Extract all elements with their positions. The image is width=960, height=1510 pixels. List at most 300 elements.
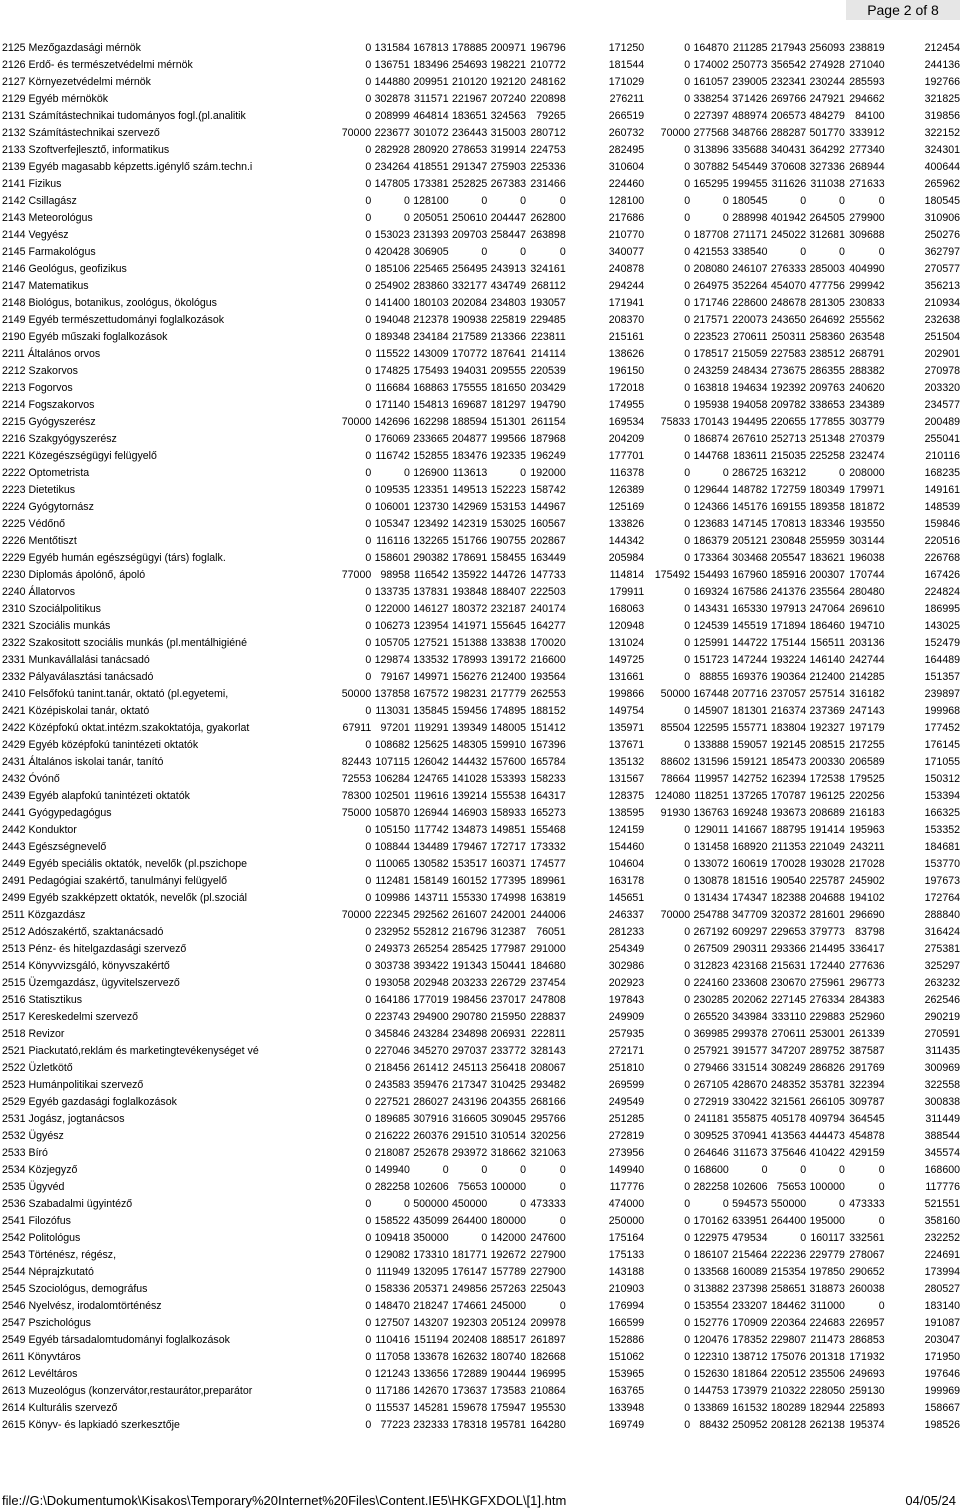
value-cell: 173979: [732, 1385, 768, 1397]
table-row: [0, 669, 960, 686]
occupation-name: 2214 Fogszakorvos: [2, 399, 95, 411]
value-cell: 175555: [451, 382, 488, 394]
value-cell: 0: [684, 1164, 691, 1176]
value-cell: 303779: [849, 416, 885, 428]
value-cell: 227145: [770, 994, 807, 1006]
value-cell: 181301: [732, 705, 768, 717]
occupation-name: 2331 Munkaváll​alási tanácsadó: [2, 654, 150, 666]
value-cell: 198526: [924, 1419, 960, 1431]
value-cell: 230833: [849, 297, 885, 309]
value-cell: 160567: [530, 518, 566, 530]
value-cell: 151388: [451, 637, 488, 649]
occupation-name: 2546 Nyelvész, irodalomtörténész: [2, 1300, 162, 1312]
value-cell: 143431: [693, 603, 729, 615]
value-cell: 268791: [849, 348, 885, 360]
value-cell: 335688: [732, 144, 768, 156]
occupation-name: 2322 Szakositott szociális munkás (pl.mentálhigiéné: [2, 637, 247, 649]
value-cell: 145176: [732, 501, 768, 513]
value-cell: 50000: [660, 688, 691, 700]
value-cell: 199455: [732, 178, 768, 190]
value-cell: 134489: [413, 841, 449, 853]
occupation-name: 2147 Matematikus: [2, 280, 89, 292]
value-cell: 162394: [770, 773, 807, 785]
value-cell: 229653: [770, 926, 807, 938]
value-cell: 175076: [770, 1351, 807, 1363]
occupation-name: 2431 Általános iskolai tanár, tanító: [2, 756, 164, 768]
value-cell: 139172: [490, 654, 526, 666]
occupation-name: 2146 Geológus, geofizikus: [2, 263, 127, 275]
value-cell: 352264: [732, 280, 768, 292]
value-cell: 0: [684, 1045, 691, 1057]
value-cell: 191087: [924, 1317, 960, 1329]
value-cell: 0: [684, 875, 691, 887]
value-cell: 269766: [770, 93, 807, 105]
value-cell: 180740: [490, 1351, 526, 1363]
value-cell: 313896: [693, 144, 729, 156]
value-cell: 122310: [693, 1351, 729, 1363]
value-cell: 338653: [809, 399, 845, 411]
table-row: [0, 1247, 960, 1264]
value-cell: 160371: [490, 858, 526, 870]
value-cell: 454070: [770, 280, 807, 292]
value-cell: 0: [684, 348, 691, 360]
value-cell: 241181: [694, 1113, 729, 1125]
value-cell: 206931: [490, 1028, 526, 1040]
value-cell: 0: [365, 1045, 372, 1057]
table-row: [0, 703, 960, 720]
occupation-name: 2531 Jogász, jogtanácsos: [2, 1113, 125, 1125]
value-cell: 244136: [924, 59, 960, 71]
value-cell: 210120: [451, 76, 488, 88]
value-cell: 180000: [490, 1215, 526, 1227]
value-cell: 215631: [770, 960, 807, 972]
value-cell: 312387: [490, 926, 526, 938]
value-cell: 203233: [451, 977, 488, 989]
value-cell: 231466: [530, 178, 566, 190]
value-cell: 220073: [732, 314, 768, 326]
value-cell: 356213: [924, 280, 960, 292]
value-cell: 488974: [732, 110, 768, 122]
value-cell: 91930: [660, 807, 691, 819]
value-cell: 243259: [693, 365, 729, 377]
occupation-name: 2522 Üzletkötő: [2, 1062, 73, 1074]
value-cell: 119616: [414, 790, 449, 802]
value-cell: 242001: [490, 909, 526, 921]
value-cell: 197646: [924, 1368, 960, 1380]
value-cell: 0: [365, 1402, 372, 1414]
value-cell: 0: [365, 433, 372, 445]
value-cell: 151062: [608, 1351, 645, 1363]
value-cell: 0: [684, 178, 691, 190]
table-row: [0, 448, 960, 465]
value-cell: 248434: [732, 365, 768, 377]
value-cell: 133888: [693, 739, 729, 751]
value-cell: 116684: [375, 382, 410, 394]
value-cell: 217028: [849, 858, 885, 870]
value-cell: 310425: [490, 1079, 526, 1091]
value-cell: 318662: [490, 1147, 526, 1159]
value-cell: 279466: [693, 1062, 729, 1074]
value-cell: 149971: [413, 671, 449, 683]
value-cell: 133678: [413, 1351, 449, 1363]
value-cell: 251810: [608, 1062, 645, 1074]
value-cell: 0: [684, 518, 691, 530]
value-cell: 257263: [490, 1283, 526, 1295]
value-cell: 254349: [608, 943, 645, 955]
value-cell: 130582: [413, 858, 449, 870]
occupation-name: 2225 Védőnő: [2, 518, 66, 530]
value-cell: 240174: [530, 603, 566, 615]
value-cell: 173332: [530, 841, 566, 853]
value-cell: 0: [684, 1385, 691, 1397]
value-cell: 98958: [380, 569, 410, 581]
value-cell: 264400: [451, 1215, 488, 1227]
value-cell: 146127: [413, 603, 449, 615]
value-cell: 0: [722, 467, 729, 479]
value-cell: 0: [365, 1130, 372, 1142]
value-cell: 232638: [924, 314, 960, 326]
value-cell: 387587: [849, 1045, 885, 1057]
table-row: [0, 1111, 960, 1128]
value-cell: 247064: [809, 603, 845, 615]
value-cell: 193564: [530, 671, 566, 683]
table-row: [0, 1400, 960, 1417]
value-cell: 0: [684, 586, 691, 598]
value-cell: 142969: [451, 501, 488, 513]
value-cell: 171140: [375, 399, 410, 411]
value-cell: 235506: [809, 1368, 845, 1380]
value-cell: 159057: [732, 739, 768, 751]
value-cell: 211473: [810, 1334, 845, 1346]
value-cell: 215464: [732, 1249, 768, 1261]
value-cell: 141667: [732, 824, 768, 836]
value-cell: 0: [722, 195, 729, 207]
value-cell: 158601: [374, 552, 410, 564]
value-cell: 175492: [654, 569, 691, 581]
value-cell: 0: [559, 1300, 566, 1312]
value-cell: 0: [684, 229, 691, 241]
value-cell: 0: [684, 620, 691, 632]
value-cell: 286725: [732, 467, 768, 479]
table-row: [0, 329, 960, 346]
value-cell: 148005: [490, 722, 526, 734]
value-cell: 144726: [490, 569, 526, 581]
value-cell: 0: [684, 280, 691, 292]
value-cell: 179525: [849, 773, 885, 785]
value-cell: 0: [838, 246, 845, 258]
value-cell: 223523: [693, 331, 729, 343]
value-cell: 209763: [809, 382, 845, 394]
value-cell: 187641: [490, 348, 526, 360]
occupation-name: 2491 Pedagógiai szakértő, tanulmányi felügyelő: [2, 875, 227, 887]
value-cell: 276334: [809, 994, 845, 1006]
value-cell: 230670: [770, 977, 807, 989]
value-cell: 428670: [732, 1079, 768, 1091]
value-cell: 172440: [809, 960, 845, 972]
value-cell: 141028: [451, 773, 488, 785]
value-cell: 148470: [374, 1300, 410, 1312]
value-cell: 343984: [732, 1011, 768, 1023]
value-cell: 180289: [770, 1402, 807, 1414]
occupation-name: 2517 Kereskedelmi szervező: [2, 1011, 139, 1023]
value-cell: 248678: [770, 297, 807, 309]
value-cell: 0: [684, 671, 691, 683]
table-row: [0, 363, 960, 380]
value-cell: 151412: [530, 722, 566, 734]
value-cell: 174577: [530, 858, 566, 870]
table-row: [0, 210, 960, 227]
value-cell: 0: [684, 212, 691, 224]
value-cell: 311571: [414, 93, 449, 105]
value-cell: 163819: [530, 892, 566, 904]
value-cell: 196150: [608, 365, 645, 377]
value-cell: 133948: [608, 1402, 645, 1414]
value-cell: 261154: [531, 416, 566, 428]
value-cell: 307882: [693, 161, 729, 173]
value-cell: 173364: [693, 552, 729, 564]
table-row: [0, 295, 960, 312]
value-cell: 215059: [732, 348, 768, 360]
value-cell: 282258: [374, 1181, 410, 1193]
value-cell: 174998: [490, 892, 526, 904]
value-cell: 255562: [849, 314, 885, 326]
value-cell: 126042: [413, 756, 449, 768]
value-cell: 170020: [530, 637, 566, 649]
value-cell: 353781: [809, 1079, 845, 1091]
value-cell: 133826: [608, 518, 645, 530]
value-cell: 234898: [451, 1028, 488, 1040]
value-cell: 264400: [770, 1215, 807, 1227]
value-cell: 139349: [451, 722, 488, 734]
value-cell: 113613: [452, 467, 488, 479]
value-cell: 275381: [924, 943, 960, 955]
value-cell: 270611: [771, 1028, 807, 1040]
table-row: [0, 1349, 960, 1366]
value-cell: 301072: [413, 127, 449, 139]
value-cell: 356542: [770, 59, 807, 71]
value-cell: 0: [365, 348, 372, 360]
value-cell: 194710: [849, 620, 885, 632]
value-cell: 232333: [413, 1419, 449, 1431]
value-cell: 249373: [374, 943, 410, 955]
value-cell: 210934: [924, 297, 960, 309]
value-cell: 120476: [693, 1334, 729, 1346]
value-cell: 138595: [608, 807, 645, 819]
value-cell: 194031: [451, 365, 488, 377]
table-row: [0, 125, 960, 142]
value-cell: 241376: [770, 586, 807, 598]
value-cell: 168063: [608, 603, 645, 615]
table-row: [0, 992, 960, 1009]
value-cell: 117058: [375, 1351, 410, 1363]
value-cell: 158933: [490, 807, 526, 819]
table-row: [0, 720, 960, 737]
occupation-name: 2439 Egyéb alapfokú tanintézeti oktatók: [2, 790, 190, 802]
value-cell: 251348: [809, 433, 845, 445]
value-cell: 285425: [451, 943, 488, 955]
value-cell: 202084: [451, 297, 488, 309]
value-cell: 232187: [490, 603, 526, 615]
value-cell: 159846: [924, 518, 960, 530]
value-cell: 0: [722, 212, 729, 224]
value-cell: 273675: [770, 365, 807, 377]
value-cell: 166599: [608, 1317, 645, 1329]
value-cell: 125169: [608, 501, 645, 513]
value-cell: 133838: [490, 637, 526, 649]
value-cell: 0: [684, 1079, 691, 1091]
value-cell: 322152: [924, 127, 960, 139]
value-cell: 269599: [608, 1079, 645, 1091]
value-cell: 0: [800, 1232, 807, 1244]
value-cell: 79167: [380, 671, 410, 683]
value-cell: 143711: [414, 892, 449, 904]
value-cell: 116742: [375, 450, 410, 462]
value-cell: 143207: [413, 1317, 449, 1329]
value-cell: 145281: [413, 1402, 449, 1414]
value-cell: 208000: [849, 467, 885, 479]
value-cell: 199566: [490, 433, 526, 445]
value-cell: 192000: [530, 467, 566, 479]
value-cell: 110065: [375, 858, 410, 870]
value-cell: 0: [684, 1317, 691, 1329]
value-cell: 220539: [530, 365, 566, 377]
occupation-name: 2533 Bíró: [2, 1147, 48, 1159]
value-cell: 420428: [374, 246, 410, 258]
occupation-name: 2127 Környezetvédelmi mérnök: [2, 76, 151, 88]
value-cell: 464814: [413, 110, 449, 122]
value-cell: 177855: [809, 416, 845, 428]
value-cell: 262800: [530, 212, 566, 224]
value-cell: 179971: [849, 484, 885, 496]
value-cell: 0: [365, 280, 372, 292]
value-cell: 267105: [693, 1079, 729, 1091]
value-cell: 183804: [770, 722, 807, 734]
value-cell: 151301: [490, 416, 526, 428]
table-row: [0, 244, 960, 261]
value-cell: 0: [365, 263, 372, 275]
value-cell: 128375: [608, 790, 645, 802]
value-cell: 0: [365, 382, 372, 394]
value-cell: 0: [365, 1334, 372, 1346]
value-cell: 0: [365, 501, 372, 513]
value-cell: 144967: [530, 501, 566, 513]
table-row: [0, 261, 960, 278]
value-cell: 212454: [924, 42, 960, 54]
value-cell: 232474: [849, 450, 885, 462]
value-cell: 248352: [770, 1079, 807, 1091]
occupation-name: 2148 Biológus, botanikus, zoológus, ökológus: [2, 297, 217, 309]
table-row: [0, 482, 960, 499]
value-cell: 162298: [413, 416, 449, 428]
value-cell: 88432: [699, 1419, 729, 1431]
value-cell: 131024: [608, 637, 645, 649]
value-cell: 213366: [490, 331, 526, 343]
value-cell: 154813: [413, 399, 449, 411]
occupation-name: 2332 Pályaválasztási tanácsadó: [2, 671, 154, 683]
value-cell: 299378: [732, 1028, 768, 1040]
value-cell: 174661: [451, 1300, 488, 1312]
value-cell: 0: [684, 1096, 691, 1108]
value-cell: 263232: [924, 977, 960, 989]
value-cell: 153352: [924, 824, 960, 836]
value-cell: 300969: [924, 1062, 960, 1074]
value-cell: 209703: [451, 229, 488, 241]
value-cell: 172717: [490, 841, 526, 853]
value-cell: 321063: [530, 1147, 566, 1159]
value-cell: 190540: [770, 875, 807, 887]
value-cell: 75833: [660, 416, 691, 428]
value-cell: 175493: [413, 365, 449, 377]
value-cell: 0: [365, 331, 372, 343]
value-cell: 207716: [732, 688, 768, 700]
value-cell: 345270: [413, 1045, 449, 1057]
value-cell: 159678: [451, 1402, 488, 1414]
table-row: [0, 1281, 960, 1298]
value-cell: 261412: [413, 1062, 449, 1074]
value-cell: 413563: [770, 1130, 807, 1142]
value-cell: 294244: [608, 280, 645, 292]
value-cell: 0: [365, 467, 372, 479]
value-cell: 160152: [451, 875, 488, 887]
value-cell: 0: [800, 195, 807, 207]
value-cell: 134873: [451, 824, 488, 836]
value-cell: 199866: [608, 688, 645, 700]
value-cell: 247921: [809, 93, 845, 105]
value-cell: 222503: [530, 586, 566, 598]
value-cell: 82443: [341, 756, 372, 768]
value-cell: 215354: [770, 1266, 807, 1278]
value-cell: 138712: [732, 1351, 768, 1363]
value-cell: 153770: [924, 858, 960, 870]
value-cell: 222345: [374, 909, 410, 921]
value-cell: 208080: [693, 263, 729, 275]
value-cell: 124080: [654, 790, 691, 802]
value-cell: 164186: [374, 994, 410, 1006]
value-cell: 186379: [693, 535, 729, 547]
value-cell: 316182: [849, 688, 885, 700]
value-cell: 171894: [770, 620, 807, 632]
value-cell: 280480: [849, 586, 885, 598]
value-cell: 267383: [490, 178, 526, 190]
value-cell: 195530: [530, 1402, 566, 1414]
value-cell: 183496: [413, 59, 449, 71]
value-cell: 0: [838, 1164, 845, 1176]
value-cell: 0: [684, 1419, 691, 1431]
value-cell: 184680: [530, 960, 566, 972]
value-cell: 364545: [849, 1113, 885, 1125]
value-cell: 633951: [732, 1215, 768, 1227]
value-cell: 552812: [413, 926, 449, 938]
occupation-name: 2549 Egyéb társadalomtudományi foglalkozások: [2, 1334, 230, 1346]
value-cell: 171055: [924, 756, 960, 768]
value-cell: 211353: [771, 841, 807, 853]
value-cell: 205371: [413, 1283, 449, 1295]
value-cell: 0: [684, 1113, 691, 1125]
value-cell: 202062: [732, 994, 768, 1006]
value-cell: 108844: [374, 841, 410, 853]
value-cell: 203429: [530, 382, 566, 394]
value-cell: 246337: [608, 909, 645, 921]
value-cell: 218087: [374, 1147, 410, 1159]
value-cell: 199969: [924, 1385, 960, 1397]
occupation-name: 2190 Egyéb műszaki foglalkozások: [2, 331, 168, 343]
value-cell: 208067: [530, 1062, 566, 1074]
table-row: [0, 142, 960, 159]
value-cell: 128100: [413, 195, 449, 207]
value-cell: 154460: [608, 841, 645, 853]
value-cell: 196125: [809, 790, 845, 802]
value-cell: 316424: [924, 926, 960, 938]
